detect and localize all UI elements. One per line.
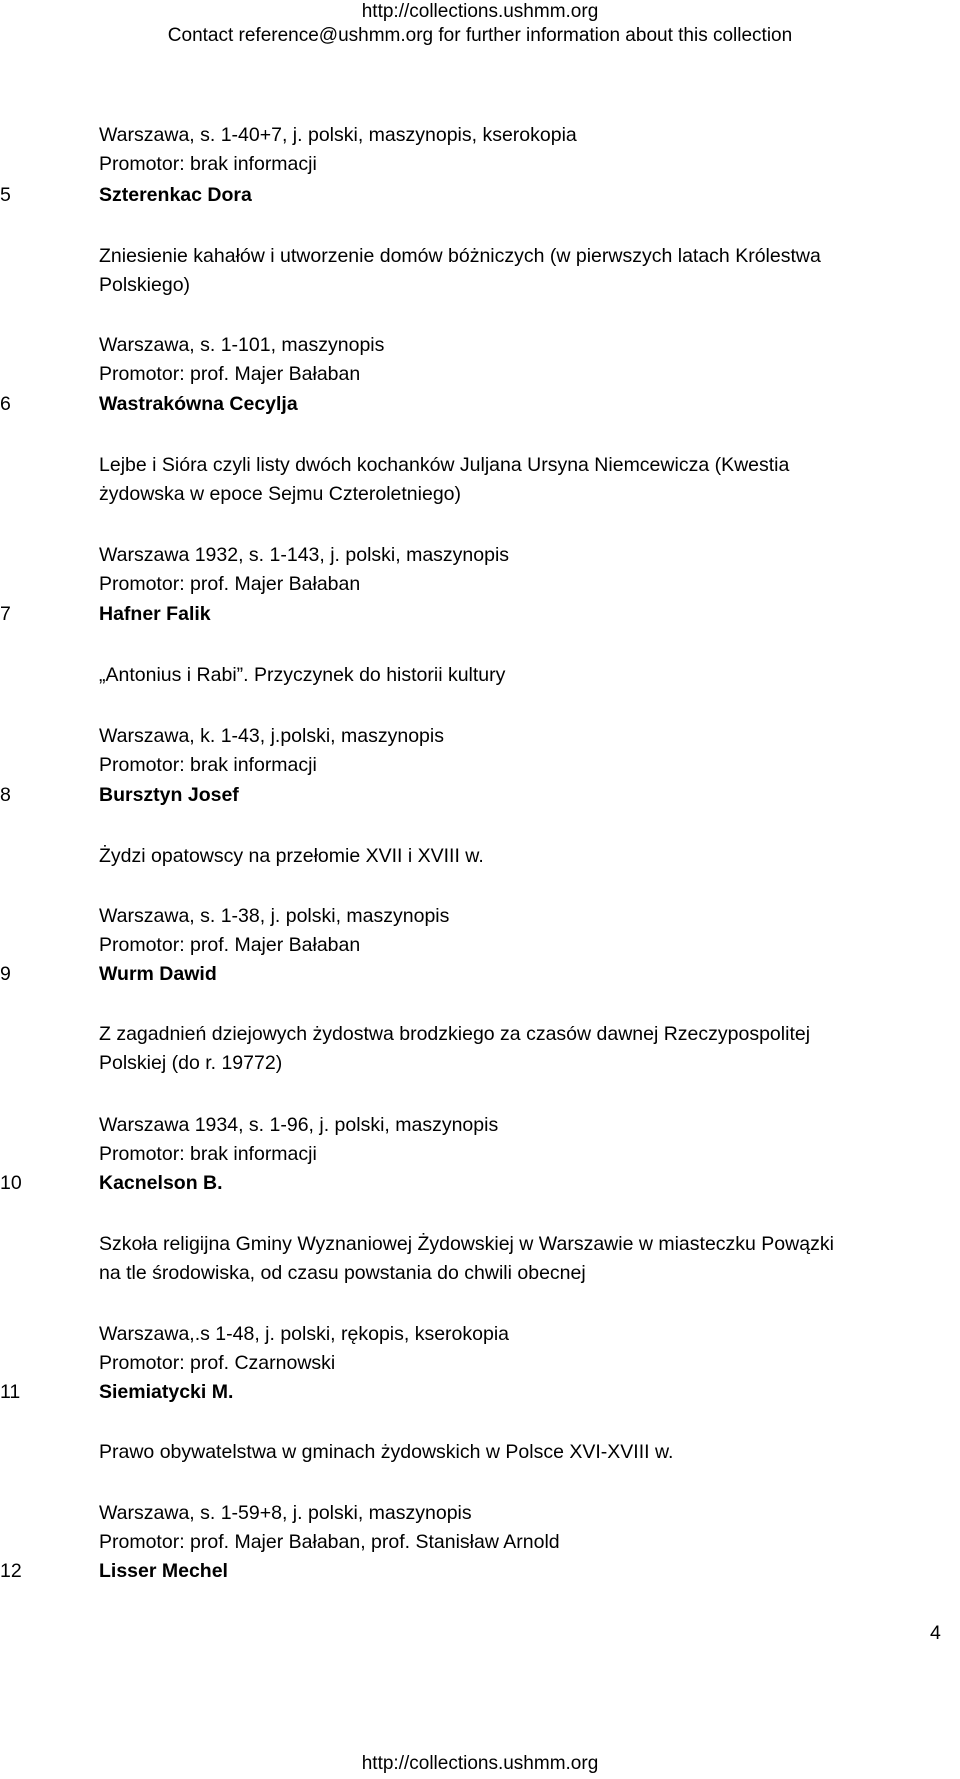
- entry-title-line: Szkoła religijna Gminy Wyznaniowej Żydowskiej w Warszawie w miasteczku Powązki: [99, 1233, 834, 1255]
- entry-title-line: Zniesienie kahałów i utworzenie domów bóżniczych (w pierwszych latach Królestwa: [99, 245, 821, 267]
- entry-promotor: Promotor: brak informacji: [99, 754, 317, 776]
- entry-number: 6: [0, 393, 11, 415]
- entry-number: 12: [0, 1560, 22, 1582]
- entry-title-line: Z zagadnień dziejowych żydostwa brodzkiego za czasów dawnej Rzeczypospolitej: [99, 1023, 811, 1045]
- entry-imprint: Warszawa 1934, s. 1-96, j. polski, maszynopis: [99, 1114, 499, 1136]
- entry-title-line: żydowska w epoce Sejmu Czteroletniego): [99, 483, 462, 505]
- page-number: 4: [930, 1622, 941, 1644]
- entry-author: Lisser Mechel: [99, 1560, 228, 1582]
- footer-url: http://collections.ushmm.org: [361, 1753, 599, 1774]
- entry-number: 10: [0, 1172, 22, 1194]
- entry-number: 7: [0, 603, 11, 625]
- entry-author: Szterenkac Dora: [99, 184, 252, 206]
- entry-author: Bursztyn Josef: [99, 784, 239, 806]
- entry-title-line: Polskiego): [99, 274, 191, 296]
- entry-author: Kacnelson B.: [99, 1172, 223, 1194]
- entry-title-line: Żydzi opatowscy na przełomie XVII i XVIII w.: [99, 845, 484, 867]
- entry-imprint: Warszawa, s. 1-38, j. polski, maszynopis: [99, 905, 450, 927]
- entry-imprint: Warszawa 1932, s. 1-143, j. polski, maszynopis: [99, 544, 510, 566]
- entry-title-line: Polskiej (do r. 19772): [99, 1052, 283, 1074]
- entry-imprint: Warszawa, s. 1-101, maszynopis: [99, 334, 385, 356]
- entry-imprint: Warszawa,.s 1-48, j. polski, rękopis, kserokopia: [99, 1323, 510, 1345]
- entry-number: 11: [0, 1381, 21, 1403]
- entry-title-line: Prawo obywatelstwa w gminach żydowskich w Polsce XVI-XVIII w.: [99, 1441, 674, 1463]
- entry-title-line: „Antonius i Rabi”. Przyczynek do historii kultury: [99, 664, 506, 686]
- entry-imprint: Warszawa, s. 1-59+8, j. polski, maszynopis: [99, 1502, 472, 1524]
- entry-number: 9: [0, 963, 11, 985]
- entry-author: Hafner Falik: [99, 603, 211, 625]
- entry-author: Siemiatycki M.: [99, 1381, 234, 1403]
- header-url: http://collections.ushmm.org: [361, 1, 599, 22]
- entry-imprint: Warszawa, k. 1-43, j.polski, maszynopis: [99, 725, 444, 747]
- intro-imprint: Warszawa, s. 1-40+7, j. polski, maszynopis, kserokopia: [99, 124, 577, 146]
- entry-author: Wurm Dawid: [99, 963, 217, 985]
- header-contact: Contact reference@ushmm.org for further information about this collection: [167, 25, 793, 46]
- entry-title-line: na tle środowiska, od czasu powstania do chwili obecnej: [99, 1262, 586, 1284]
- entry-promotor: Promotor: prof. Czarnowski: [99, 1352, 336, 1374]
- entry-promotor: Promotor: prof. Majer Bałaban: [99, 363, 361, 385]
- entry-promotor: Promotor: prof. Majer Bałaban, prof. Stanisław Arnold: [99, 1531, 560, 1553]
- entry-promotor: Promotor: prof. Majer Bałaban: [99, 934, 361, 956]
- entry-promotor: Promotor: prof. Majer Bałaban: [99, 573, 361, 595]
- intro-promotor: Promotor: brak informacji: [99, 153, 317, 175]
- entry-author: Wastrakówna Cecylja: [99, 393, 298, 415]
- entry-promotor: Promotor: brak informacji: [99, 1143, 317, 1165]
- entry-title-line: Lejbe i Sióra czyli listy dwóch kochanków Juljana Ursyna Niemcewicza (Kwestia: [99, 454, 790, 476]
- entry-number: 5: [0, 184, 11, 206]
- entry-number: 8: [0, 784, 11, 806]
